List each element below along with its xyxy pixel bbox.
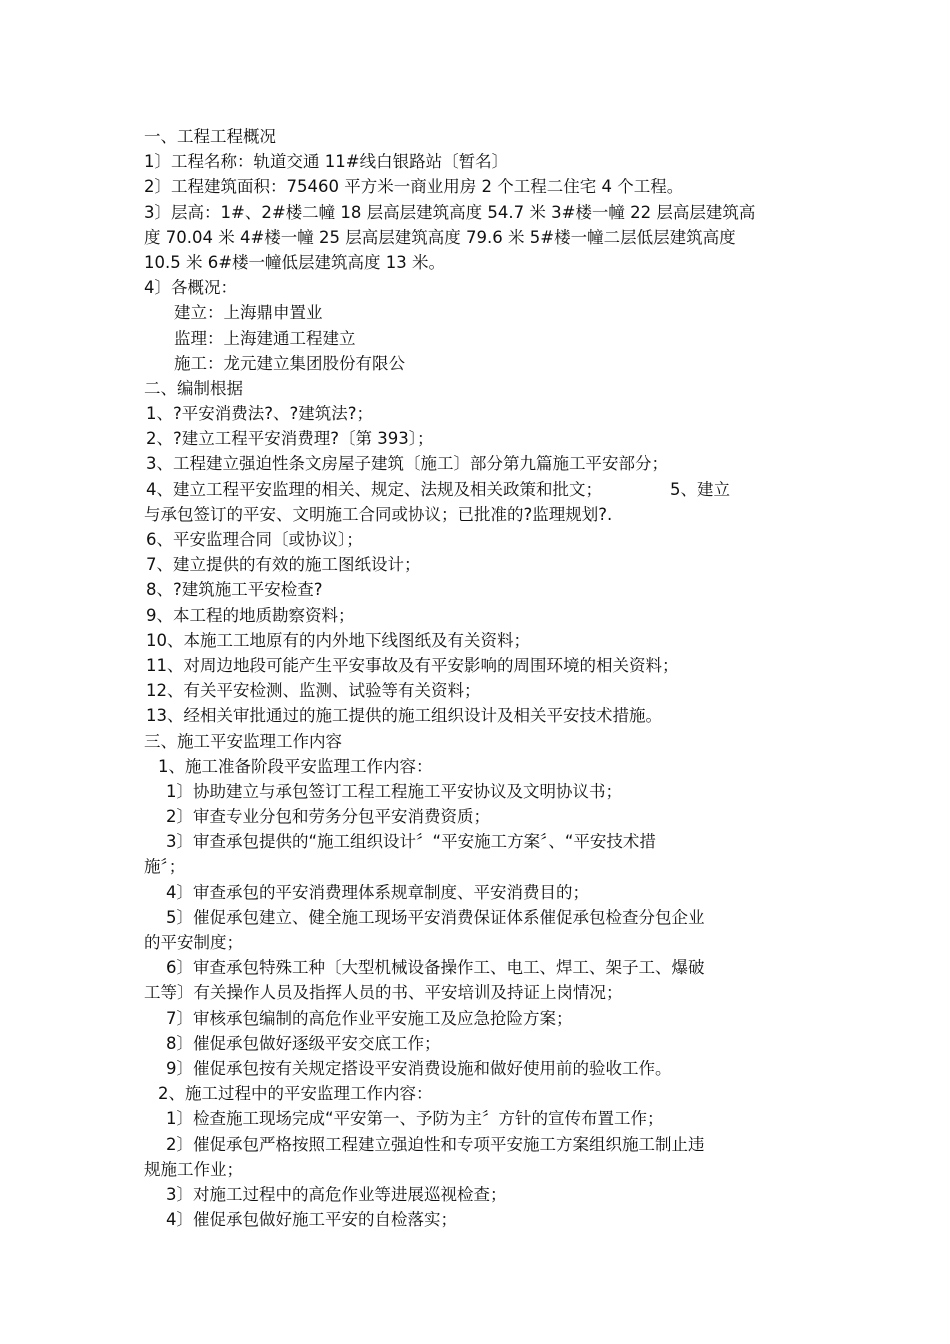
basis-item-10: 10、本施工工地原有的内外地下线图纸及有关资料； (146, 630, 530, 650)
basis-item-6: 6、平安监理合同〔或协议〕； (146, 530, 363, 549)
section-heading-3: 三、施工平安监理工作内容 (144, 731, 342, 751)
prep-item-7: 7〕审核承包编制的高危作业平安施工及应急抢险方案； (166, 1008, 573, 1028)
prep-item-6: 6〕审查承包特殊工种〔大型机械设备操作工、电工、焊工、架子工、爆破 (166, 958, 705, 978)
prep-item-9: 9〕催促承包按有关规定搭设平安消费设施和做好使用前的验收工作。 (166, 1058, 672, 1078)
process-item-3: 3〕对施工过程中的高危作业等进展巡视检查； (166, 1184, 507, 1204)
process-item-2: 2〕催促承包严格按照工程建立强迫性和专项平安施工方案组织施工制止违 (166, 1134, 705, 1154)
process-item-2-continued: 规施工作业； (144, 1159, 243, 1179)
prep-item-6-continued: 工等〕有关操作人员及指挥人员的书、平安培训及持证上岗情况； (144, 983, 623, 1003)
basis-item-1: 1、?平安消费法?、?建筑法?； (146, 404, 374, 424)
document-body (144, 124, 809, 1232)
basis-item-5-start: 5、建立 (670, 479, 730, 499)
subsection-heading-2: 2、施工过程中的平安监理工作内容： (158, 1084, 433, 1104)
basis-item-8: 8、?建筑施工平安检查? (146, 580, 323, 600)
floor-height-line-2: 度 70.04 米 4#楼一幢 25 层高层建筑高度 79.6 米 5#楼一幢二层低层建筑高度 (144, 227, 736, 247)
basis-item-11: 11、对周边地段可能产生平安事故及有平安影响的周围环境的相关资料； (146, 655, 679, 675)
prep-item-5-continued: 的平安制度； (144, 933, 243, 952)
prep-item-2: 2〕审查专业分包和劳务分包平安消费资质； (166, 807, 490, 827)
basis-item-2: 2、?建立工程平安消费理?〔第 393〕； (146, 429, 434, 449)
prep-item-5: 5〕催促承包建立、健全施工现场平安消费保证体系催促承包检查分包企业 (166, 907, 705, 927)
prep-item-4: 4〕审查承包的平安消费理体系规章制度、平安消费目的； (166, 882, 589, 902)
basis-item-5-continued: 与承包签订的平安、文明施工合同或协议；已批准的?监理规划?. (144, 504, 613, 524)
floor-height-line-1: 3〕层高：1#、2#楼二幢 18 层高层建筑高度 54.7 米 3#楼一幢 22 层高层建筑高 (144, 202, 756, 222)
process-item-4: 4〕催促承包做好施工平安的自检落实； (166, 1210, 457, 1230)
basis-item-4-text: 4、建立工程平安监理的相关、规定、法规及相关政策和批文； (146, 479, 602, 499)
basis-item-4 (144, 477, 809, 502)
prep-item-3-continued: 施〞； (144, 857, 186, 877)
floor-height-line-3: 10.5 米 6#楼一幢低层建筑高度 13 米。 (144, 252, 446, 272)
owner-line: 建立：上海鼎申置业 (174, 303, 323, 323)
basis-item-13: 13、经相关审批通过的施工提供的施工组织设计及相关平安技术措施。 (146, 706, 662, 726)
basis-item-3: 3、工程建立强迫性条文房屋子建筑〔施工〕部分第九篇施工平安部分； (146, 454, 668, 474)
basis-item-12: 12、有关平安检测、监测、试验等有关资料； (146, 681, 481, 701)
prep-item-8: 8〕催促承包做好逐级平安交底工作； (166, 1033, 441, 1053)
prep-item-1: 1〕协助建立与承包签订工程工程施工平安协议及文明协议书； (166, 781, 622, 801)
project-name-line: 1〕工程名称：轨道交通 11#线白银路站〔暂名〕 (144, 152, 509, 172)
subsection-heading-1: 1、施工准备阶段平安监理工作内容： (158, 756, 433, 776)
supervisor-line: 监理：上海建通工程建立 (174, 328, 356, 348)
basis-item-9: 9、本工程的地质勘察资料； (146, 605, 355, 625)
basis-item-7: 7、建立提供的有效的施工图纸设计； (146, 555, 421, 575)
section-heading-2: 二、编制根据 (144, 378, 243, 398)
overview-line: 4〕各概况： (144, 278, 237, 298)
prep-item-3: 3〕审查承包提供的“施工组织设计〞“平安施工方案〞、“平安技术措 (166, 832, 656, 852)
process-item-1: 1〕检查施工现场完成“平安第一、予防为主〞方针的宣传布置工作； (166, 1109, 664, 1129)
section-heading-1: 一、工程工程概况 (144, 127, 276, 146)
contractor-line: 施工：龙元建立集团股份有限公 (174, 353, 405, 373)
project-area-line: 2〕工程建筑面积：75460 平方米一商业用房 2 个工程二住宅 4 个工程。 (144, 177, 684, 197)
